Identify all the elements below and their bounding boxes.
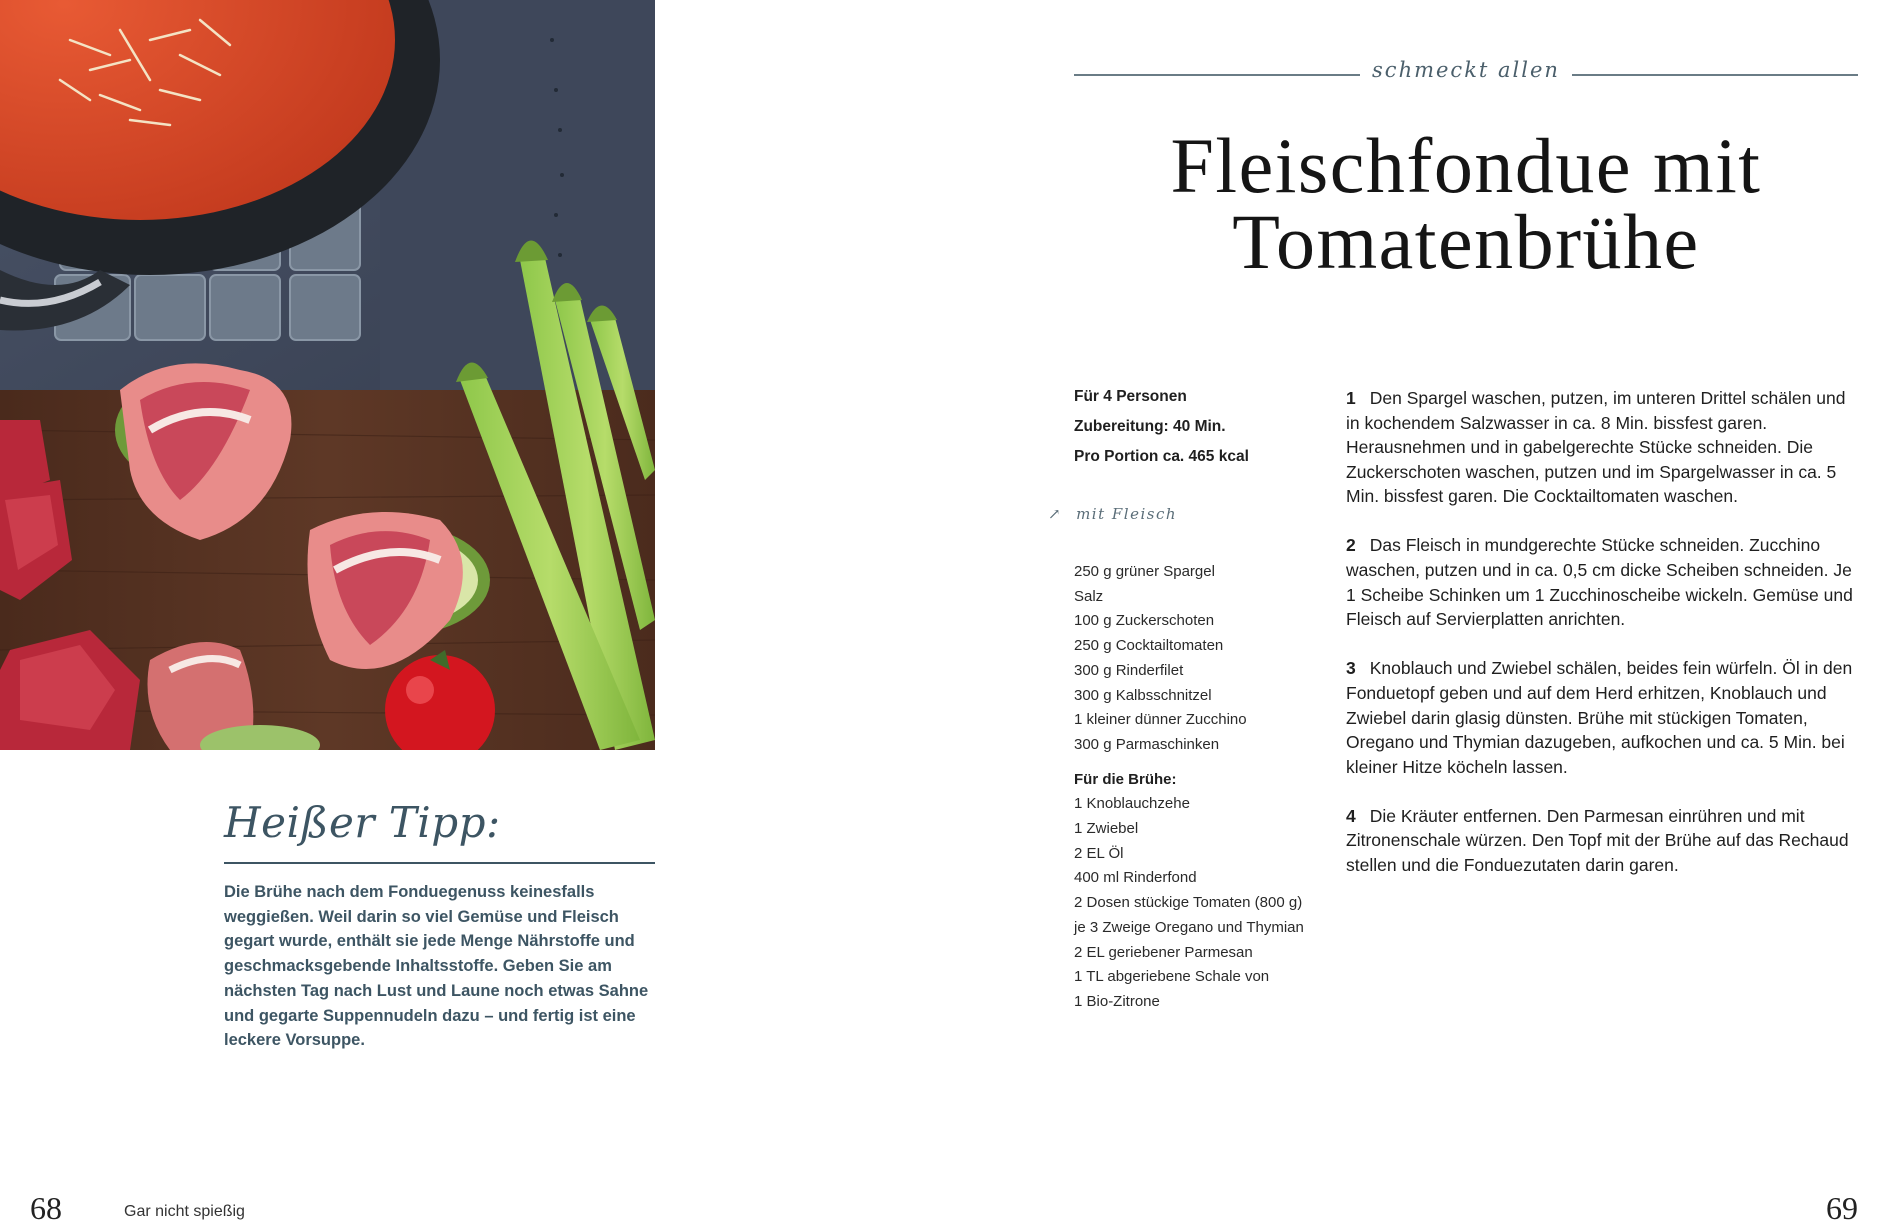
ingredient-list <box>1074 560 1334 1015</box>
broth-heading: Für die Brühe: <box>1074 770 1177 788</box>
step-text: Die Kräuter entfernen. Den Parmesan einrühren und mit Zitronenschale würzen. Den Topf mit der Brühe auf das Rechaud stellen und die Fonduezutaten darin garen. <box>1346 805 1849 875</box>
tip-title: Heißer Tipp: <box>224 798 501 847</box>
page-number-right: 69 <box>1826 1190 1858 1226</box>
tip-text: Die Brühe nach dem Fonduegenuss keinesfalls weggießen. Weil darin so viel Gemüse und Fleisch gegart wurde, enthält sie jede Menge Nährstoffe und geschmacksgebende Inhaltsstoffe. Geben Sie am nächsten Tag nach Lust und Laune noch etwas Sahne und gegarte Suppennudeln dazu – und fertig ist eine leckere Vorsuppe. <box>224 883 649 1050</box>
title-line-2: Tomatenbrühe <box>1232 198 1700 285</box>
step-2 <box>1346 533 1858 631</box>
ingredient-item: 100 g Zuckerschoten <box>1074 612 1215 630</box>
step-text: Knoblauch und Zwiebel schälen, beides fein würfeln. Öl in den Fonduetopf geben und auf dem Herd erhitzen, Knoblauch und Zwiebel darin glasig dünsten. Brühe mit stückigen Tomaten, Oregano und Thymian dazugeben, aufkochen und ca. 5 Min. bei kleiner Hitze köcheln lassen. <box>1346 658 1853 777</box>
broth-ingredient-item: 1 Knoblauchzehe <box>1074 795 1190 813</box>
broth-ingredient-item: 2 Dosen stückige Tomaten (800 g) <box>1074 894 1303 912</box>
broth-ingredient-item: 1 Zwiebel <box>1074 820 1139 838</box>
tip-divider <box>224 862 655 864</box>
prep-time: Zubereitung: 40 Min. <box>1074 418 1226 435</box>
ingredient-item: 1 kleiner dünner Zucchino <box>1074 711 1247 729</box>
kicker-rule-left <box>1074 74 1360 76</box>
recipe-meta <box>1074 388 1249 478</box>
step-text: Das Fleisch in mundgerechte Stücke schneiden. Zucchino waschen, putzen und in ca. 0,5 cm dicke Scheiben schneiden. Je 1 Scheibe Schinken um 1 Zucchinoscheibe wickeln. Gemüse und Fleisch auf Servierplatten anrichten. <box>1346 535 1853 630</box>
broth-ingredient-item: 1 TL abgeriebene Schale von <box>1074 968 1270 986</box>
step-text: Den Spargel waschen, putzen, im unteren Drittel schälen und in kochendem Salzwasser in ca. 8 Min. bissfest garen. Herausnehmen und in gabelgerechte Stücke schneiden. Die Zuckerschoten waschen, putzen und im Spargelwasser in ca. 5 Min. bissfest garen. Die Cocktailtomaten waschen. <box>1346 388 1846 507</box>
method-steps <box>1346 386 1858 902</box>
arrow-icon: ↗ <box>1048 505 1063 523</box>
ingredient-item: 300 g Rinderfilet <box>1074 661 1184 679</box>
right-page <box>940 0 1880 1230</box>
broth-ingredient-item: je 3 Zweige Oregano und Thymian <box>1074 918 1304 936</box>
ingredient-item: 300 g Kalbsschnitzel <box>1074 686 1212 704</box>
step-4 <box>1346 804 1858 878</box>
ingredient-item: 300 g Parmaschinken <box>1074 735 1220 753</box>
food-photo <box>0 0 655 750</box>
ingredient-item: 250 g grüner Spargel <box>1074 563 1215 580</box>
servings: Für 4 Personen <box>1074 388 1187 405</box>
running-head: Gar nicht spießig <box>124 1203 245 1220</box>
kicker: schmeckt allen <box>1372 58 1560 82</box>
broth-ingredient-item: 400 ml Rinderfond <box>1074 869 1197 887</box>
broth-ingredient-item: 2 EL geriebener Parmesan <box>1074 943 1253 961</box>
step-number: 1 <box>1346 388 1356 408</box>
step-number: 3 <box>1346 658 1356 679</box>
calories: Pro Portion ca. 465 kcal <box>1074 448 1249 465</box>
ingredient-item: 250 g Cocktailtomaten <box>1074 637 1224 655</box>
step-3 <box>1346 656 1858 779</box>
category-tag <box>1048 505 1177 523</box>
category-label: mit Fleisch <box>1076 505 1178 523</box>
broth-ingredient-item: 1 Bio-Zitrone <box>1074 992 1160 1010</box>
step-number: 4 <box>1346 805 1356 826</box>
page-number-left: 68 <box>30 1190 62 1226</box>
step-number: 2 <box>1346 535 1356 556</box>
recipe-title <box>1074 122 1858 285</box>
step-1 <box>1346 386 1858 509</box>
ingredient-item: Salz <box>1074 587 1104 605</box>
broth-ingredient-item: 2 EL Öl <box>1074 844 1124 862</box>
kicker-rule-right <box>1572 74 1858 76</box>
title-line-1: Fleischfondue mit <box>1170 122 1762 209</box>
